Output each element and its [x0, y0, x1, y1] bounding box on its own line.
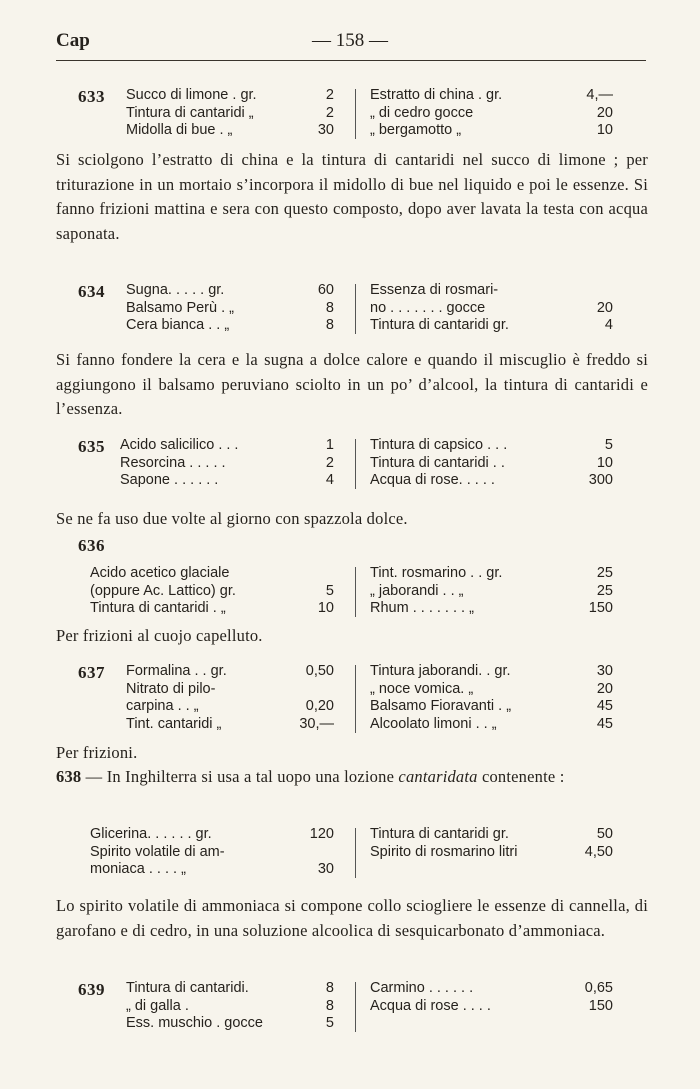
- ingredient-line: Acqua di rose . . . . 150: [370, 997, 613, 1014]
- header-rule: [56, 60, 646, 61]
- ingredient-line: Tintura di cantaridi gr. 4: [370, 317, 613, 333]
- recipe-ingredients-left: [90, 826, 334, 879]
- column-divider: [355, 89, 356, 139]
- paragraph-636: Per frizioni al cuojo capelluto.: [56, 626, 263, 645]
- ingredient-line: Spirito di rosmarino litri 4,50: [370, 843, 613, 860]
- ingredient-line: „ noce vomica. „ 20: [370, 680, 613, 697]
- ingredient-line: Tint. rosmarino . . gr. 25: [370, 565, 613, 581]
- ingredient-line: Acqua di rose. . . . . 300: [370, 472, 613, 488]
- ingredient-line: no . . . . . . . gocce 20: [370, 299, 613, 316]
- ingredient-line: Nitrato di pilo-: [126, 680, 216, 697]
- column-divider: [355, 982, 356, 1032]
- ingredient-line: „ bergamotto „ 10: [370, 122, 613, 138]
- ingredient-line: Acido salicilico . . . 1: [120, 437, 334, 453]
- column-divider: [355, 665, 356, 733]
- ingredient-line: Tintura jaborandi. . gr. 30: [370, 663, 613, 679]
- paragraph-633: Si sciolgono l’estratto di china e la tintura di cantaridi nel succo di limone ; per triturazione in un mortaio s’incorpora il midollo di bue nel liquido e poi le essenze. Si fanno frizioni mattina e sera con questo composto, dopo aver lavata la testa con acqua saponata.: [56, 150, 648, 243]
- paragraph-635: Se ne fa uso due volte al giorno con spazzola dolce.: [56, 509, 408, 528]
- ingredient-line: Estratto di china . gr. 4,—: [370, 87, 613, 103]
- column-divider: [355, 284, 356, 334]
- recipe-ingredients-right: [370, 826, 613, 861]
- recipe-ingredients-left: [126, 87, 334, 140]
- ingredient-line: (oppure Ac. Lattico) gr. 5: [90, 582, 334, 599]
- ingredient-line: Glicerina. . . . . . gr. 120: [90, 826, 334, 842]
- ingredient-line: Tintura di cantaridi . „ 10: [90, 600, 334, 616]
- ingredient-line: „ di cedro gocce 20: [370, 104, 613, 121]
- ingredient-line: Formalina . . gr. 0,50: [126, 663, 334, 679]
- recipe-number: 638: [56, 767, 82, 786]
- recipe-ingredients-left: [126, 980, 334, 1033]
- ingredient-line: carpina . . „ 0,20: [126, 698, 334, 714]
- ingredient-line: Tintura di cantaridi . . 10: [370, 454, 613, 471]
- paragraph-634: Si fanno fondere la cera e la sugna a dolce calore e quando il miscuglio è freddo si aggiungono il balsamo peruviano sciolto in un po’ d’alcool, la tintura di cantaridi e l’essenza.: [56, 350, 648, 418]
- ingredient-line: Resorcina . . . . . 2: [120, 454, 334, 471]
- ingredient-line: Balsamo Fioravanti . „ 45: [370, 698, 613, 714]
- ingredient-line: Acido acetico glaciale: [90, 565, 230, 581]
- ingredient-line: Tintura di cantaridi „ 2: [126, 104, 334, 121]
- column-divider: [355, 828, 356, 878]
- recipe-number: 635: [78, 437, 105, 456]
- ingredient-line: Alcoolato limoni . . „ 45: [370, 715, 613, 732]
- column-divider: [355, 567, 356, 617]
- ingredient-line: Cera bianca . . „ 8: [126, 317, 334, 333]
- ingredient-line: „ jaborandi . . „ 25: [370, 582, 613, 599]
- ingredient-line: Sugna. . . . . gr. 60: [126, 282, 334, 298]
- ingredient-line: Carmino . . . . . . 0,65: [370, 980, 613, 996]
- recipe-number: 639: [78, 980, 105, 999]
- recipe-ingredients-right: [370, 663, 613, 733]
- recipe-ingredients-right: [370, 980, 613, 1015]
- ingredient-line: „ di galla . 8: [126, 997, 334, 1014]
- recipe-ingredients-right: [370, 87, 613, 140]
- column-divider: [355, 439, 356, 489]
- ingredient-line: Ess. muschio . gocce 5: [126, 1015, 334, 1031]
- ingredient-line: Sapone . . . . . . 4: [120, 472, 334, 488]
- ingredient-line: Rhum . . . . . . . „ 150: [370, 600, 613, 616]
- page-number: — 158 —: [312, 30, 388, 51]
- recipe-ingredients-left: [126, 663, 334, 733]
- recipe-number: 633: [78, 87, 105, 106]
- ingredient-line: Succo di limone . gr. 2: [126, 87, 334, 103]
- paragraph-637: Per frizioni.: [56, 743, 138, 762]
- page-header: [56, 30, 644, 58]
- paragraph-638: Lo spirito volatile di ammoniaca si compone collo sciogliere le essenze di cannella, di garofano e di cedro, in una soluzione alcoolica di sesquicarbonato d’ammoniaca.: [56, 896, 648, 940]
- recipe-ingredients-right: [370, 282, 613, 335]
- recipe-ingredients-left: [120, 437, 334, 490]
- ingredient-line: Essenza di rosmari-: [370, 282, 499, 298]
- ingredient-line: Midolla di bue . „ 30: [126, 122, 334, 138]
- ingredient-line: Spirito volatile di am-: [90, 843, 225, 860]
- ingredient-line: Tintura di cantaridi. 8: [126, 980, 334, 996]
- running-head: Cap: [56, 30, 90, 51]
- ingredient-line: Tintura di capsico . . . 5: [370, 437, 613, 453]
- ingredient-line: Tint. cantaridi „ 30,—: [126, 715, 334, 732]
- recipe-number: 636: [78, 536, 105, 555]
- recipe-ingredients-right: [370, 437, 613, 490]
- paragraph-638-intro: 638 — In Inghilterra si usa a tal uopo una lozione cantaridata contenente :: [56, 767, 565, 786]
- recipe-ingredients-left: [126, 282, 334, 335]
- recipe-number: 637: [78, 663, 105, 682]
- italic-term: cantaridata: [398, 767, 478, 786]
- recipe-number: 634: [78, 282, 105, 301]
- ingredient-line: moniaca . . . . „ 30: [90, 861, 334, 877]
- ingredient-line: Balsamo Perù . „ 8: [126, 299, 334, 316]
- recipe-ingredients-left: [90, 565, 334, 618]
- recipe-ingredients-right: [370, 565, 613, 618]
- ingredient-line: Tintura di cantaridi gr. 50: [370, 826, 613, 842]
